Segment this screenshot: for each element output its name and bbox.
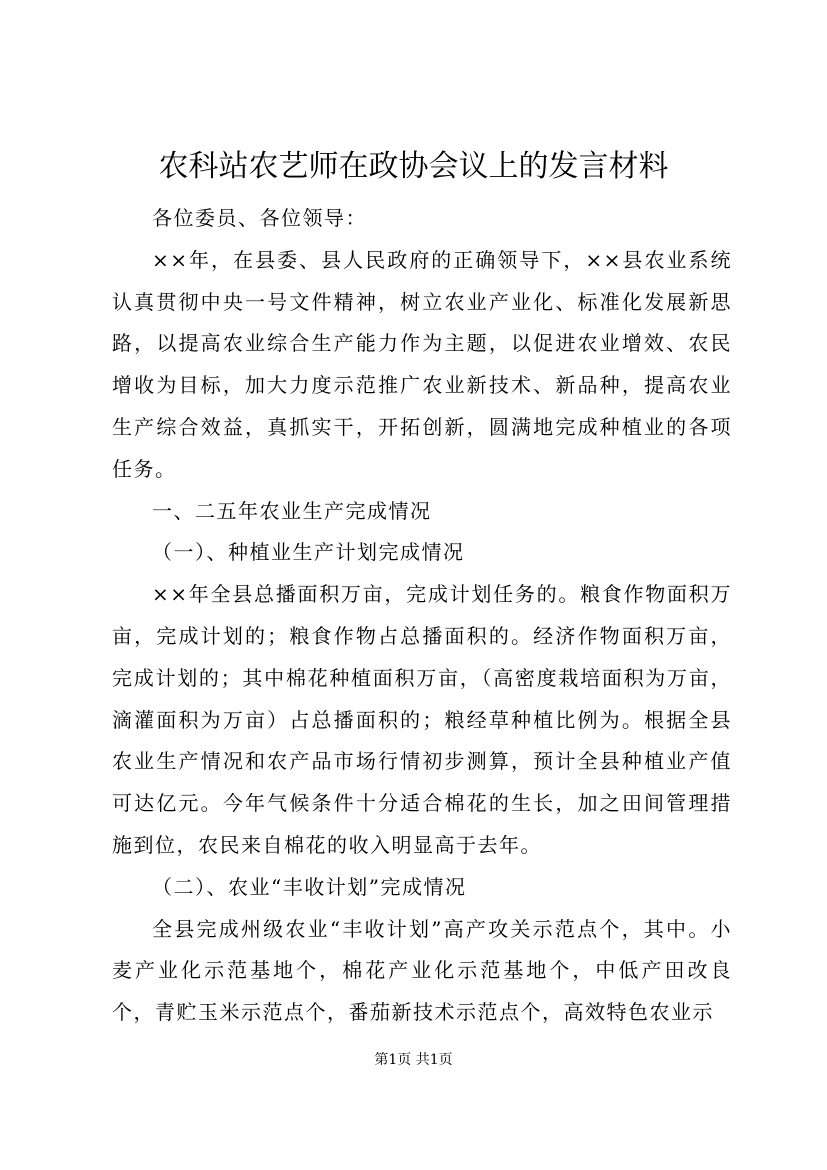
subsection-heading-1: （一）、种植业生产计划完成情况 <box>152 540 465 565</box>
page-number-footer: 第1页 共1页 <box>374 1052 453 1068</box>
document-title: 农科站农艺师在政协会议上的发言材料 <box>158 149 669 184</box>
document-body <box>112 198 732 1034</box>
paragraph-harvest-plan: 全县完成州级农业“丰收计划”高产攻关示范点个，其中。小麦产业化示范基地个，棉花产业化示范基地个，中低产田改良个，青贮玉米示范点个，番茄新技术示范点个，高效特色农业示 <box>112 916 732 1025</box>
subsection-heading-2: （二）、农业“丰收计划”完成情况 <box>152 874 467 899</box>
section-heading-1: 一、二五年农业生产完成情况 <box>152 498 432 523</box>
salutation: 各位委员、各位领导： <box>152 206 367 230</box>
paragraph-intro: ××年，在县委、县人民政府的正确领导下，××县农业系统认真贯彻中央一号文件精神，树立农业产业化、标准化发展新思路，以提高农业综合生产能力作为主题，以促进农业增效、农民增收为目标，加大力度示范推广农业新技术、新品种，提高农业生产综合效益，真抓实干，开拓创新，圆满地完成种植业的各项任务。 <box>112 247 732 481</box>
paragraph-planting: ××年全县总播面积万亩，完成计划任务的。粮食作物面积万亩，完成计划的；粮食作物占总播面积的。经济作物面积万亩，完成计划的；其中棉花种植面积万亩，（高密度栽培面积为万亩，滴灌面积为万亩）占总播面积的；粮经草种植比例为。根据全县农业生产情况和农产品市场行情初步测算，预计全县种植业产值可达亿元。今年气候条件十分适合棉花的生长，加之田间管理措施到位，农民来自棉花的收入明显高于去年。 <box>112 582 732 857</box>
